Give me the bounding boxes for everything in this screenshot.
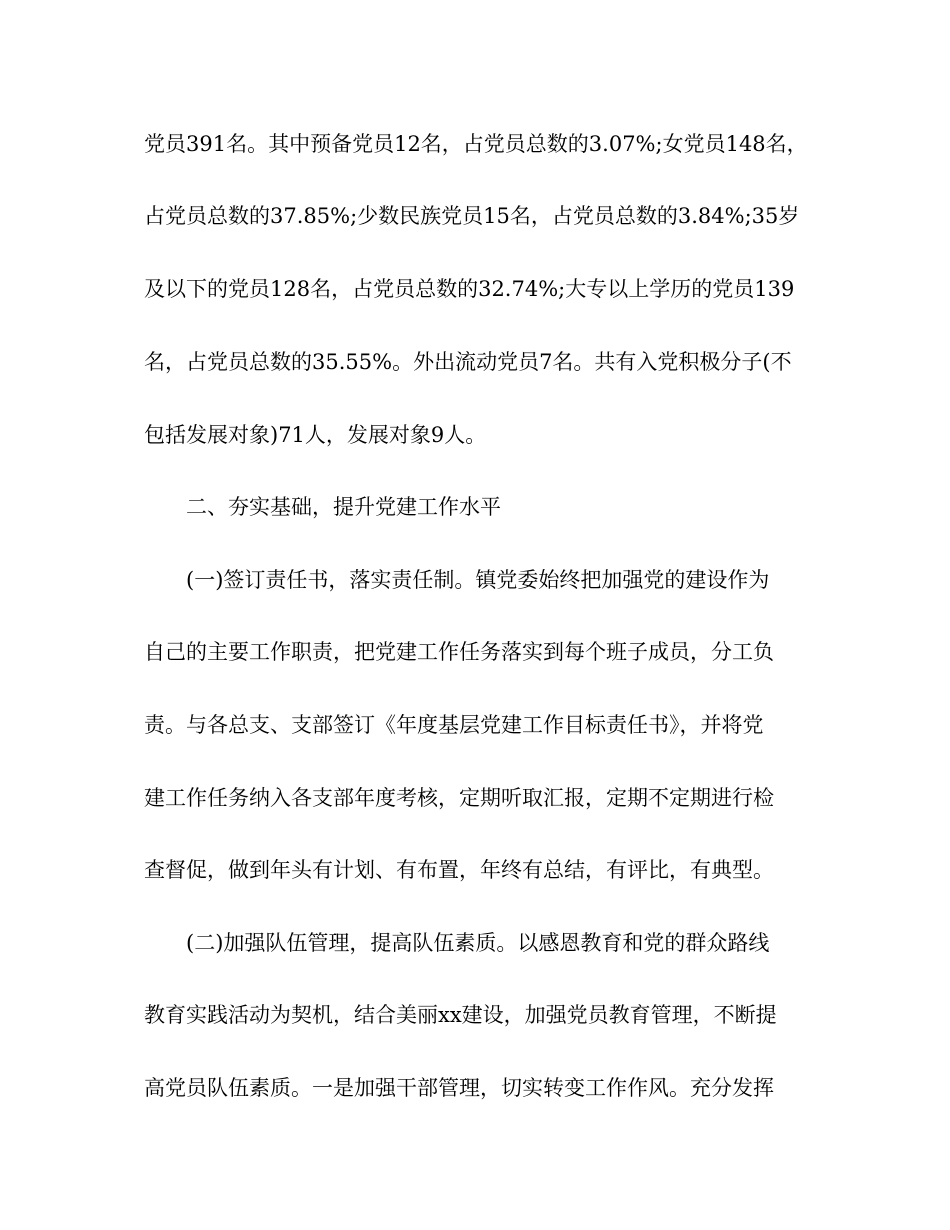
section-heading: 二、夯实基础，提升党建工作水平 <box>186 495 501 519</box>
body-text-line: 责。与各总支、支部签订《年度基层党建工作目标责任书》，并将党 <box>144 713 764 737</box>
paragraph-first-line: (一)签订责任书，落实责任制。镇党委始终把加强党的建设作为 <box>186 568 770 592</box>
body-text-line: 查督促，做到年头有计划、有布置，年终有总结，有评比，有典型。 <box>144 858 774 882</box>
body-text-line: 建工作任务纳入各支部年度考核，定期听取汇报，定期不定期进行检 <box>144 786 774 810</box>
body-text-line: 占党员总数的37.85%;少数民族党员15名，占党员总数的3.84%;35岁 <box>144 204 800 228</box>
paragraph-first-line: (二)加强队伍管理，提高队伍素质。以感恩教育和党的群众路线 <box>186 931 770 955</box>
body-text-line: 名，占党员总数的35.55%。外出流动党员7名。共有入党积极分子(不 <box>144 350 792 374</box>
body-text-line: 及以下的党员128名，占党员总数的32.74%;大专以上学历的党员139 <box>144 277 795 301</box>
body-text-line: 高党员队伍素质。一是加强干部管理，切实转变工作作风。充分发挥 <box>144 1076 774 1100</box>
body-text-line: 教育实践活动为契机，结合美丽xx建设，加强党员教育管理，不断提 <box>144 1003 777 1027</box>
body-text-line: 党员391名。其中预备党员12名，占党员总数的3.07%;女党员148名， <box>144 132 808 156</box>
body-text-line: 包括发展对象)71人，发展对象9人。 <box>144 423 487 447</box>
body-text-line: 自己的主要工作职责，把党建工作任务落实到每个班子成员，分工负 <box>144 640 774 664</box>
